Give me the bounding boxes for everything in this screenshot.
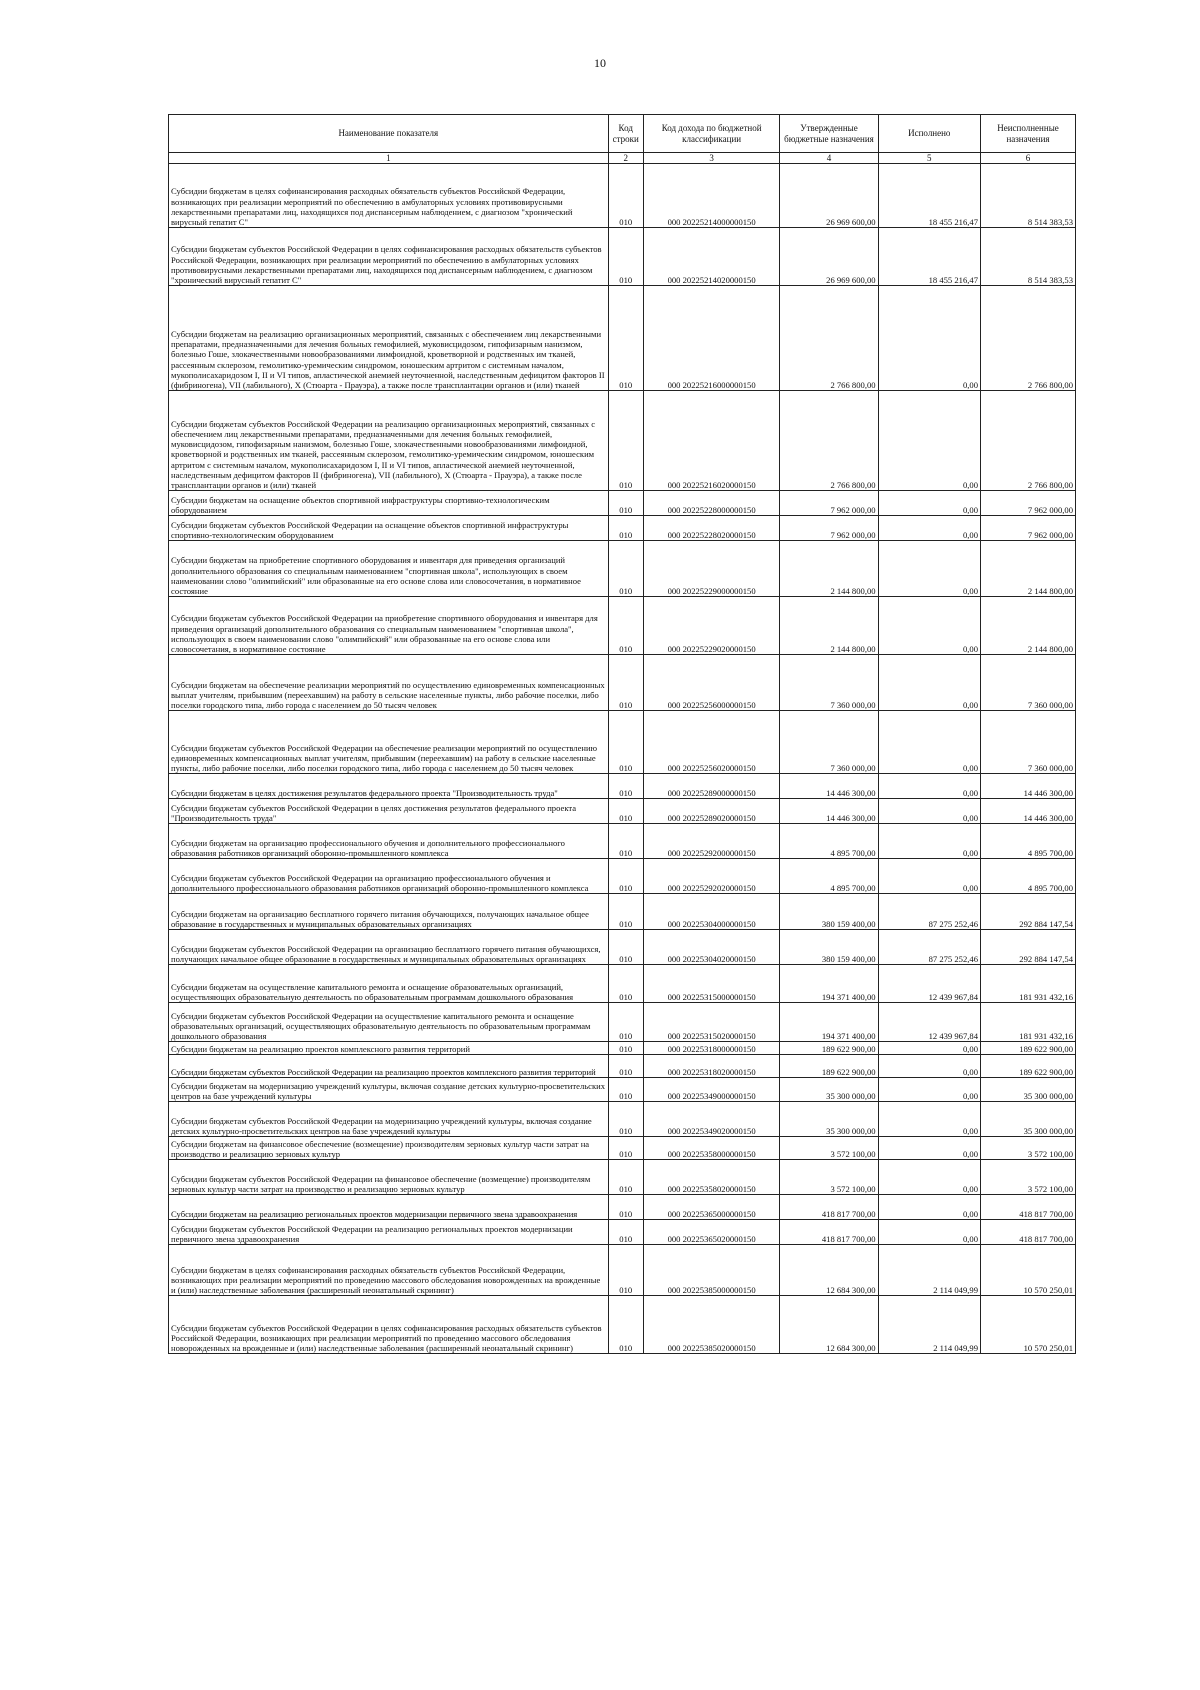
row-budget-code: 000 20225289000000150 <box>643 774 780 799</box>
row-name: Субсидии бюджетам на осуществление капитального ремонта и оснащение образовательных организаций, осуществляющих образовательную деятельность по образовательным программам дошкольного образования <box>169 965 609 1003</box>
row-executed: 0,00 <box>878 541 980 597</box>
row-budget-code: 000 20225385020000150 <box>643 1296 780 1354</box>
row-budget-code: 000 20225228020000150 <box>643 516 780 541</box>
column-number: 2 <box>608 153 643 164</box>
row-unexecuted: 10 570 250,01 <box>981 1245 1076 1296</box>
row-budget-code: 000 20225315020000150 <box>643 1003 780 1042</box>
table-row <box>169 1245 1076 1296</box>
table-row <box>169 286 1076 391</box>
row-unexecuted: 7 360 000,00 <box>981 711 1076 774</box>
row-executed: 0,00 <box>878 1137 980 1160</box>
row-budget-code: 000 20225292000000150 <box>643 824 780 859</box>
row-executed: 0,00 <box>878 1055 980 1078</box>
row-code: 010 <box>608 1102 643 1137</box>
table-row <box>169 541 1076 597</box>
row-code: 010 <box>608 1160 643 1195</box>
column-number: 3 <box>643 153 780 164</box>
row-budget-code: 000 20225385000000150 <box>643 1245 780 1296</box>
row-name: Субсидии бюджетам на модернизацию учреждений культуры, включая создание детских культурно-просветительских центров на базе учреждений культуры <box>169 1078 609 1102</box>
row-approved: 2 144 800,00 <box>780 541 878 597</box>
table-row <box>169 1102 1076 1137</box>
row-executed: 12 439 967,84 <box>878 965 980 1003</box>
row-approved: 4 895 700,00 <box>780 824 878 859</box>
page-number: 10 <box>594 56 606 70</box>
row-name: Субсидии бюджетам субъектов Российской Федерации на реализацию региональных проектов модернизации первичного звена здравоохранения <box>169 1220 609 1245</box>
row-name: Субсидии бюджетам в целях софинансирования расходных обязательств субъектов Российской Федерации, возникающих при реализации мероприятий по обеспечению в амбулаторных условиях противовирусными лекарственными препаратами лиц, находящихся под диспансерным наблюдением, с диагнозом "хронический вирусный гепатит С" <box>169 164 609 228</box>
row-unexecuted: 292 884 147,54 <box>981 930 1076 965</box>
row-unexecuted: 418 817 700,00 <box>981 1220 1076 1245</box>
row-budget-code: 000 20225358020000150 <box>643 1160 780 1195</box>
row-approved: 380 159 400,00 <box>780 894 878 930</box>
row-code: 010 <box>608 1245 643 1296</box>
row-name: Субсидии бюджетам на финансовое обеспечение (возмещение) производителям зерновых культур части затрат на производство и реализацию зерновых культур <box>169 1137 609 1160</box>
row-name: Субсидии бюджетам в целях софинансирования расходных обязательств субъектов Российской Федерации, возникающих при реализации мероприятий по проведению массового обследования новорожденных на врожденные и (или) наследственные заболевания (расширенный неонатальный скрининг) <box>169 1245 609 1296</box>
row-unexecuted: 8 514 383,53 <box>981 228 1076 286</box>
row-budget-code: 000 20225365000000150 <box>643 1195 780 1220</box>
row-executed: 87 275 252,46 <box>878 930 980 965</box>
table-row <box>169 824 1076 859</box>
table-row <box>169 1220 1076 1245</box>
row-executed: 0,00 <box>878 824 980 859</box>
row-approved: 7 962 000,00 <box>780 516 878 541</box>
row-approved: 12 684 300,00 <box>780 1245 878 1296</box>
table-row <box>169 655 1076 711</box>
row-executed: 0,00 <box>878 286 980 391</box>
row-budget-code: 000 20225304000000150 <box>643 894 780 930</box>
row-name: Субсидии бюджетам субъектов Российской Федерации на приобретение спортивного оборудования и инвентаря для приведения организаций дополнительного образования со специальным наименованием "спортивная школа", использующих в своем наименовании слово "олимпийский" или образованные на его основе слова или словосочетания, в нормативное состояние <box>169 597 609 655</box>
row-code: 010 <box>608 1003 643 1042</box>
row-unexecuted: 35 300 000,00 <box>981 1078 1076 1102</box>
table-row <box>169 799 1076 824</box>
row-budget-code: 000 20225292020000150 <box>643 859 780 894</box>
table-row <box>169 1003 1076 1042</box>
row-budget-code: 000 20225289020000150 <box>643 799 780 824</box>
row-executed: 0,00 <box>878 1078 980 1102</box>
row-budget-code: 000 20225318020000150 <box>643 1055 780 1078</box>
row-unexecuted: 3 572 100,00 <box>981 1137 1076 1160</box>
row-budget-code: 000 20225318000000150 <box>643 1042 780 1055</box>
row-name: Субсидии бюджетам на реализацию региональных проектов модернизации первичного звена здравоохранения <box>169 1195 609 1220</box>
row-code: 010 <box>608 1296 643 1354</box>
row-budget-code: 000 20225349000000150 <box>643 1078 780 1102</box>
table-row <box>169 597 1076 655</box>
row-code: 010 <box>608 391 643 491</box>
row-unexecuted: 189 622 900,00 <box>981 1055 1076 1078</box>
row-budget-code: 000 20225214020000150 <box>643 228 780 286</box>
row-budget-code: 000 20225315000000150 <box>643 965 780 1003</box>
row-executed: 0,00 <box>878 1102 980 1137</box>
table-row <box>169 1296 1076 1354</box>
row-name: Субсидии бюджетам на оснащение объектов спортивной инфраструктуры спортивно-технологическим оборудованием <box>169 491 609 516</box>
table-row <box>169 228 1076 286</box>
row-unexecuted: 4 895 700,00 <box>981 859 1076 894</box>
row-executed: 2 114 049,99 <box>878 1245 980 1296</box>
row-budget-code: 000 20225365020000150 <box>643 1220 780 1245</box>
row-unexecuted: 189 622 900,00 <box>981 1042 1076 1055</box>
row-code: 010 <box>608 164 643 228</box>
table-row <box>169 164 1076 228</box>
row-unexecuted: 4 895 700,00 <box>981 824 1076 859</box>
row-budget-code: 000 20225349020000150 <box>643 1102 780 1137</box>
column-number: 4 <box>780 153 878 164</box>
row-name: Субсидии бюджетам субъектов Российской Федерации на реализацию проектов комплексного развития территорий <box>169 1055 609 1078</box>
row-unexecuted: 292 884 147,54 <box>981 894 1076 930</box>
row-approved: 14 446 300,00 <box>780 799 878 824</box>
row-unexecuted: 181 931 432,16 <box>981 1003 1076 1042</box>
row-name: Субсидии бюджетам субъектов Российской Федерации на финансовое обеспечение (возмещение) производителям зерновых культур части затрат на производство и реализацию зерновых культур <box>169 1160 609 1195</box>
row-approved: 14 446 300,00 <box>780 774 878 799</box>
row-approved: 194 371 400,00 <box>780 1003 878 1042</box>
row-approved: 189 622 900,00 <box>780 1042 878 1055</box>
row-budget-code: 000 20225229020000150 <box>643 597 780 655</box>
row-name: Субсидии бюджетам субъектов Российской Федерации в целях достижения результатов федерального проекта "Производительность труда" <box>169 799 609 824</box>
row-executed: 0,00 <box>878 774 980 799</box>
row-budget-code: 000 20225256000000150 <box>643 655 780 711</box>
row-unexecuted: 2 144 800,00 <box>981 541 1076 597</box>
row-unexecuted: 2 766 800,00 <box>981 391 1076 491</box>
row-unexecuted: 2 144 800,00 <box>981 597 1076 655</box>
table-row <box>169 965 1076 1003</box>
table-row <box>169 1055 1076 1078</box>
row-unexecuted: 8 514 383,53 <box>981 164 1076 228</box>
row-approved: 7 360 000,00 <box>780 711 878 774</box>
row-executed: 0,00 <box>878 711 980 774</box>
header-executed: Исполнено <box>878 115 980 153</box>
row-code: 010 <box>608 1220 643 1245</box>
table-row <box>169 774 1076 799</box>
row-name: Субсидии бюджетам субъектов Российской Федерации в целях софинансирования расходных обязательств субъектов Российской Федерации, возникающих при реализации мероприятий по проведению массового обследования новорожденных на врожденные и (или) наследственные заболевания (расширенный неонатальный скрининг) <box>169 1296 609 1354</box>
row-executed: 18 455 216,47 <box>878 228 980 286</box>
row-executed: 0,00 <box>878 1220 980 1245</box>
row-code: 010 <box>608 711 643 774</box>
row-executed: 0,00 <box>878 1195 980 1220</box>
row-approved: 2 766 800,00 <box>780 391 878 491</box>
column-number: 6 <box>981 153 1076 164</box>
row-executed: 0,00 <box>878 391 980 491</box>
table-row <box>169 391 1076 491</box>
row-code: 010 <box>608 286 643 391</box>
row-executed: 18 455 216,47 <box>878 164 980 228</box>
row-code: 010 <box>608 774 643 799</box>
row-approved: 26 969 600,00 <box>780 228 878 286</box>
row-approved: 35 300 000,00 <box>780 1102 878 1137</box>
table-body <box>169 164 1076 1354</box>
row-code: 010 <box>608 799 643 824</box>
row-code: 010 <box>608 516 643 541</box>
row-approved: 418 817 700,00 <box>780 1195 878 1220</box>
table-row <box>169 894 1076 930</box>
row-code: 010 <box>608 1137 643 1160</box>
row-code: 010 <box>608 965 643 1003</box>
row-budget-code: 000 20225216020000150 <box>643 391 780 491</box>
row-budget-code: 000 20225228000000150 <box>643 491 780 516</box>
header-row-code: Код строки <box>608 115 643 153</box>
row-unexecuted: 14 446 300,00 <box>981 774 1076 799</box>
row-approved: 2 766 800,00 <box>780 286 878 391</box>
row-code: 010 <box>608 1195 643 1220</box>
header-approved: Утвержденные бюджетные назначения <box>780 115 878 153</box>
row-approved: 4 895 700,00 <box>780 859 878 894</box>
row-code: 010 <box>608 894 643 930</box>
row-name: Субсидии бюджетам в целях достижения результатов федерального проекта "Производительность труда" <box>169 774 609 799</box>
row-unexecuted: 418 817 700,00 <box>981 1195 1076 1220</box>
row-approved: 3 572 100,00 <box>780 1160 878 1195</box>
header-budget-classification: Код дохода по бюджетной классификации <box>643 115 780 153</box>
row-name: Субсидии бюджетам субъектов Российской Федерации на осуществление капитального ремонта и оснащение образовательных организаций, осуществляющих образовательную деятельность по образовательным программам дошкольного образования <box>169 1003 609 1042</box>
header-indicator-name: Наименование показателя <box>169 115 609 153</box>
row-approved: 7 962 000,00 <box>780 491 878 516</box>
table-row <box>169 930 1076 965</box>
row-name: Субсидии бюджетам субъектов Российской Федерации на модернизацию учреждений культуры, включая создание детских культурно-просветительских центров на базе учреждений культуры <box>169 1102 609 1137</box>
row-name: Субсидии бюджетам субъектов Российской Федерации на оснащение объектов спортивной инфраструктуры спортивно-технологическим оборудованием <box>169 516 609 541</box>
row-unexecuted: 7 360 000,00 <box>981 655 1076 711</box>
row-code: 010 <box>608 597 643 655</box>
row-executed: 0,00 <box>878 1160 980 1195</box>
row-budget-code: 000 20225214000000150 <box>643 164 780 228</box>
row-code: 010 <box>608 824 643 859</box>
row-unexecuted: 10 570 250,01 <box>981 1296 1076 1354</box>
row-budget-code: 000 20225216000000150 <box>643 286 780 391</box>
row-approved: 418 817 700,00 <box>780 1220 878 1245</box>
row-code: 010 <box>608 1055 643 1078</box>
row-name: Субсидии бюджетам субъектов Российской Федерации на обеспечение реализации мероприятий по осуществлению единовременных компенсационных выплат учителям, прибывшим (переехавшим) на работу в сельские населенные пункты, либо рабочие поселки, либо поселки городского типа, либо города с населением до 50 тысяч человек <box>169 711 609 774</box>
income-table <box>168 114 1076 1354</box>
row-unexecuted: 35 300 000,00 <box>981 1102 1076 1137</box>
row-approved: 26 969 600,00 <box>780 164 878 228</box>
row-unexecuted: 7 962 000,00 <box>981 516 1076 541</box>
row-code: 010 <box>608 541 643 597</box>
row-executed: 2 114 049,99 <box>878 1296 980 1354</box>
row-executed: 0,00 <box>878 1042 980 1055</box>
table-row <box>169 516 1076 541</box>
row-name: Субсидии бюджетам субъектов Российской Федерации на организацию профессионального обучения и дополнительного профессионального образования работников организаций оборонно-промышленного комплекса <box>169 859 609 894</box>
row-name: Субсидии бюджетам на обеспечение реализации мероприятий по осуществлению единовременных компенсационных выплат учителям, прибывшим (переехавшим) на работу в сельские населенные пункты, либо рабочие поселки, либо поселки городского типа, либо города с населением до 50 тысяч человек <box>169 655 609 711</box>
table-row <box>169 1078 1076 1102</box>
row-name: Субсидии бюджетам субъектов Российской Федерации в целях софинансирования расходных обязательств субъектов Российской Федерации, возникающих при реализации мероприятий по обеспечению в амбулаторных условиях противовирусными лекарственными препаратами лиц, находящихся под диспансерным наблюдением, с диагнозом "хронический вирусный гепатит С" <box>169 228 609 286</box>
row-executed: 0,00 <box>878 859 980 894</box>
table-row <box>169 859 1076 894</box>
row-approved: 35 300 000,00 <box>780 1078 878 1102</box>
row-budget-code: 000 20225229000000150 <box>643 541 780 597</box>
row-unexecuted: 2 766 800,00 <box>981 286 1076 391</box>
table-row <box>169 491 1076 516</box>
row-approved: 12 684 300,00 <box>780 1296 878 1354</box>
table-row <box>169 1042 1076 1055</box>
row-code: 010 <box>608 491 643 516</box>
row-approved: 189 622 900,00 <box>780 1055 878 1078</box>
row-name: Субсидии бюджетам на организацию профессионального обучения и дополнительного профессионального образования работников организаций оборонно-промышленного комплекса <box>169 824 609 859</box>
table-row <box>169 1195 1076 1220</box>
row-name: Субсидии бюджетам на реализацию проектов комплексного развития территорий <box>169 1042 609 1055</box>
row-unexecuted: 7 962 000,00 <box>981 491 1076 516</box>
row-code: 010 <box>608 859 643 894</box>
column-number: 5 <box>878 153 980 164</box>
table-row <box>169 711 1076 774</box>
header-unexecuted: Неисполненные назначения <box>981 115 1076 153</box>
row-code: 010 <box>608 655 643 711</box>
table-row <box>169 1137 1076 1160</box>
row-budget-code: 000 20225304020000150 <box>643 930 780 965</box>
table-row <box>169 1160 1076 1195</box>
row-unexecuted: 14 446 300,00 <box>981 799 1076 824</box>
row-budget-code: 000 20225358000000150 <box>643 1137 780 1160</box>
row-name: Субсидии бюджетам субъектов Российской Федерации на реализацию организационных мероприятий, связанных с обеспечением лиц лекарственными препаратами, предназначенными для лечения больных гемофилией, муковисцидозом, гипофизарным нанизмом, болезнью Гоше, злокачественными новообразованиями лимфоидной, кроветворной и родственных им тканей, рассеянным склерозом, гемолитико-уремическим синдромом, юношеским артритом с системным началом, мукополисахаридозом I, II и VI типов, апластической анемией неуточненной, наследственным дефицитом факторов II (фибриногена), VII (лабильного), X (Стюарта - Прауэра), а также после трансплантации органов и (или) тканей <box>169 391 609 491</box>
row-executed: 0,00 <box>878 597 980 655</box>
row-code: 010 <box>608 1078 643 1102</box>
row-name: Субсидии бюджетам на приобретение спортивного оборудования и инвентаря для приведения организаций дополнительного образования со специальным наименованием "спортивная школа", использующих в своем наименовании слово "олимпийский" или образованные на его основе слова или словосочетания, в нормативное состояние <box>169 541 609 597</box>
column-number: 1 <box>169 153 609 164</box>
row-budget-code: 000 20225256020000150 <box>643 711 780 774</box>
row-code: 010 <box>608 1042 643 1055</box>
row-executed: 12 439 967,84 <box>878 1003 980 1042</box>
row-approved: 3 572 100,00 <box>780 1137 878 1160</box>
row-unexecuted: 181 931 432,16 <box>981 965 1076 1003</box>
row-name: Субсидии бюджетам на реализацию организационных мероприятий, связанных с обеспечением лиц лекарственными препаратами, предназначенными для лечения больных гемофилией, муковисцидозом, гипофизарным нанизмом, болезнью Гоше, злокачественными новообразованиями лимфоидной, кроветворной и родственных им тканей, рассеянным склерозом, гемолитико-уремическим синдромом, юношеским артритом с системным началом, мукополисахаридозом I, II и VI типов, апластической анемией неуточненной, наследственным дефицитом факторов II (фибриногена), VII (лабильного), X (Стюарта - Прауэра), а также после трансплантации органов и (или) тканей <box>169 286 609 391</box>
row-name: Субсидии бюджетам субъектов Российской Федерации на организацию бесплатного горячего питания обучающихся, получающих начальное общее образование в государственных и муниципальных образовательных организациях <box>169 930 609 965</box>
row-executed: 0,00 <box>878 491 980 516</box>
row-approved: 380 159 400,00 <box>780 930 878 965</box>
row-executed: 0,00 <box>878 516 980 541</box>
row-executed: 0,00 <box>878 799 980 824</box>
row-name: Субсидии бюджетам на организацию бесплатного горячего питания обучающихся, получающих начальное общее образование в государственных и муниципальных образовательных организациях <box>169 894 609 930</box>
row-unexecuted: 3 572 100,00 <box>981 1160 1076 1195</box>
row-approved: 2 144 800,00 <box>780 597 878 655</box>
row-code: 010 <box>608 228 643 286</box>
row-approved: 194 371 400,00 <box>780 965 878 1003</box>
row-executed: 87 275 252,46 <box>878 894 980 930</box>
row-approved: 7 360 000,00 <box>780 655 878 711</box>
row-executed: 0,00 <box>878 655 980 711</box>
row-code: 010 <box>608 930 643 965</box>
